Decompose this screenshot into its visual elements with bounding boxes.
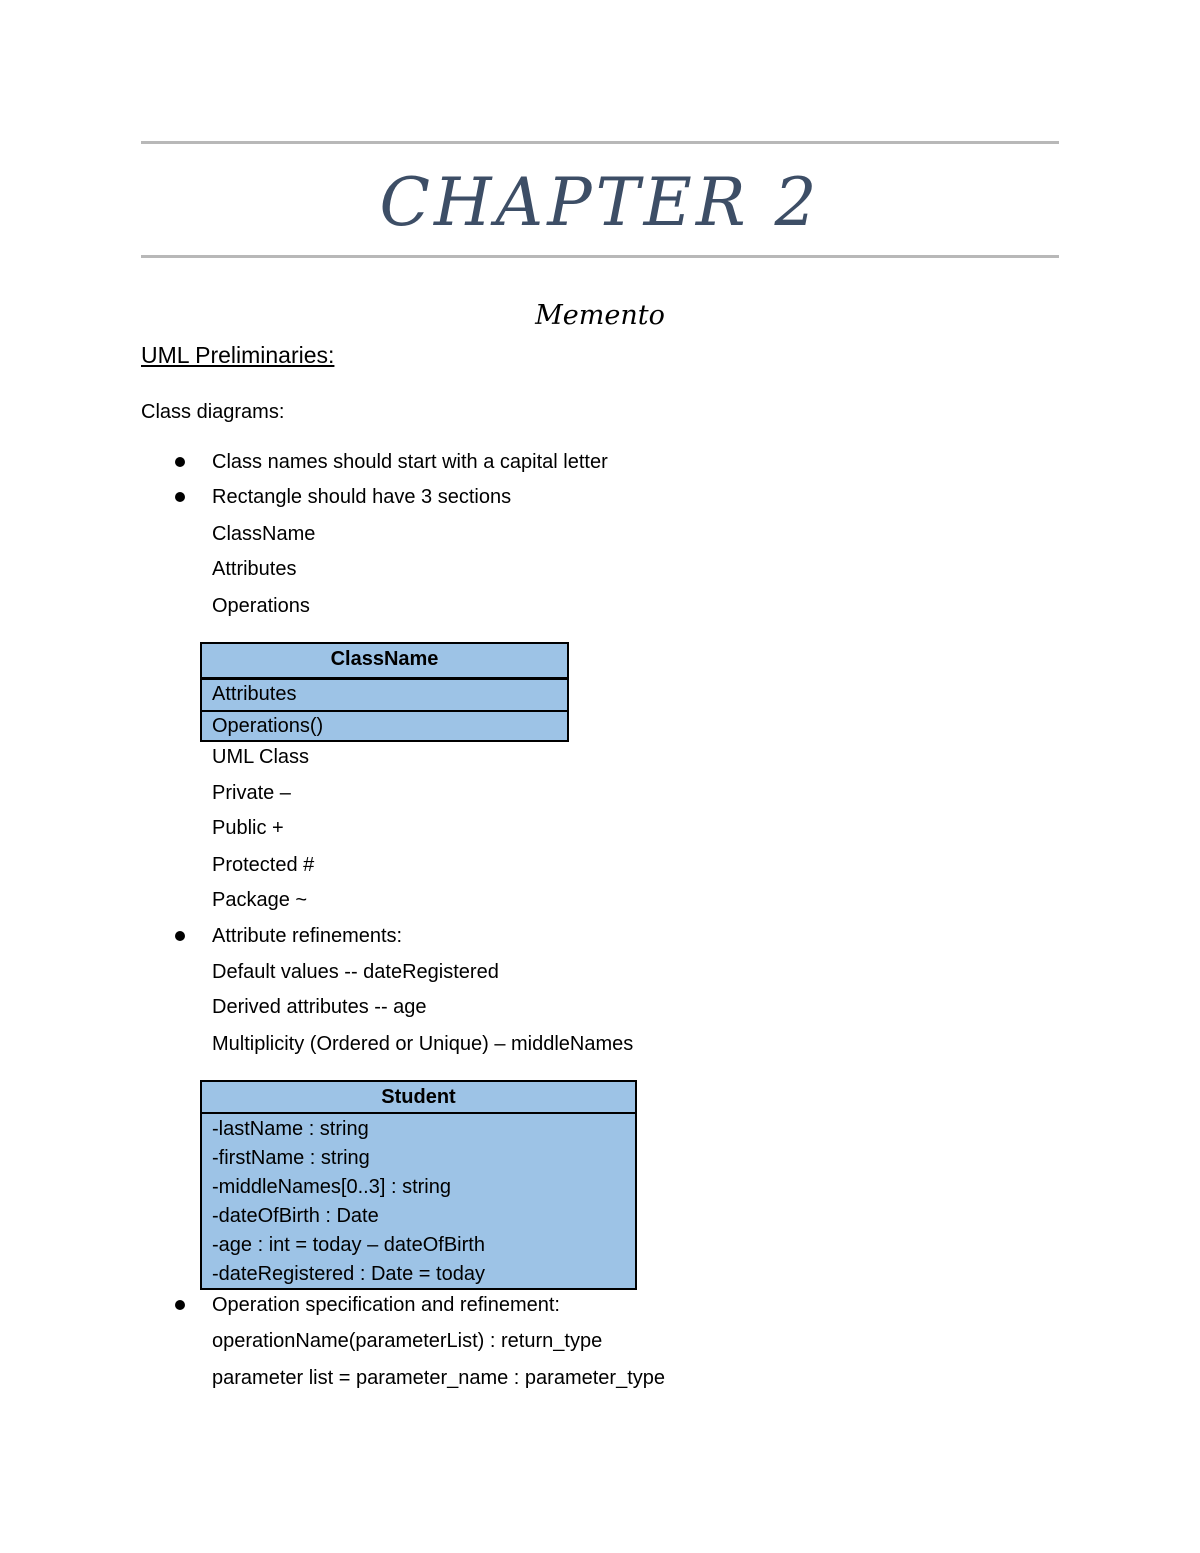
bullet-item: Rectangle should have 3 sections xyxy=(212,486,512,508)
refinement-item: Multiplicity (Ordered or Unique) – middleNames xyxy=(212,1033,634,1055)
uml-class-box xyxy=(200,642,569,742)
uml-class-operations: Operations() xyxy=(202,710,567,740)
uml-class-attributes: Attributes xyxy=(202,677,567,710)
student-attributes xyxy=(202,1112,635,1289)
bullet-dot xyxy=(175,457,185,467)
uml-class-name: ClassName xyxy=(330,648,439,670)
visibility-item: UML Class xyxy=(212,746,310,768)
section-name-item: Attributes xyxy=(212,558,297,580)
student-attribute: -age : int = today – dateOfBirth xyxy=(212,1234,485,1256)
top-rule xyxy=(141,141,1059,144)
bullet-item: Attribute refinements: xyxy=(212,925,403,947)
bullet-item: Operation specification and refinement: xyxy=(212,1294,560,1316)
visibility-item: Package ~ xyxy=(212,889,308,911)
operation-line: parameter list = parameter_name : parameter_type xyxy=(212,1367,665,1389)
refinement-item: Derived attributes -- age xyxy=(212,996,427,1018)
bullet-item: Class names should start with a capital letter xyxy=(212,451,608,473)
bullet-dot xyxy=(175,931,185,941)
bullet-dot xyxy=(175,1300,185,1310)
bullet-dot xyxy=(175,492,185,502)
student-class-name: Student xyxy=(381,1086,456,1108)
visibility-item: Public + xyxy=(212,817,284,839)
chapter-title: CHAPTER 2 xyxy=(379,164,821,241)
visibility-item: Protected # xyxy=(212,854,315,876)
student-attribute: -lastName : string xyxy=(212,1118,369,1140)
student-attribute: -firstName : string xyxy=(212,1147,370,1169)
student-attribute: -middleNames[0..3] : string xyxy=(212,1176,451,1198)
student-attribute: -dateOfBirth : Date xyxy=(212,1205,379,1227)
section-name-item: ClassName xyxy=(212,523,316,545)
visibility-item: Private – xyxy=(212,782,291,804)
student-class-box xyxy=(200,1080,637,1290)
bottom-rule xyxy=(141,255,1059,258)
student-attribute: -dateRegistered : Date = today xyxy=(212,1263,485,1285)
refinement-item: Default values -- dateRegistered xyxy=(212,961,499,983)
section-name-item: Operations xyxy=(212,595,310,617)
operation-line: operationName(parameterList) : return_type xyxy=(212,1330,603,1352)
chapter-subtitle: Memento xyxy=(535,300,665,331)
section-heading: UML Preliminaries: xyxy=(141,342,335,368)
intro-text: Class diagrams: xyxy=(141,401,285,423)
